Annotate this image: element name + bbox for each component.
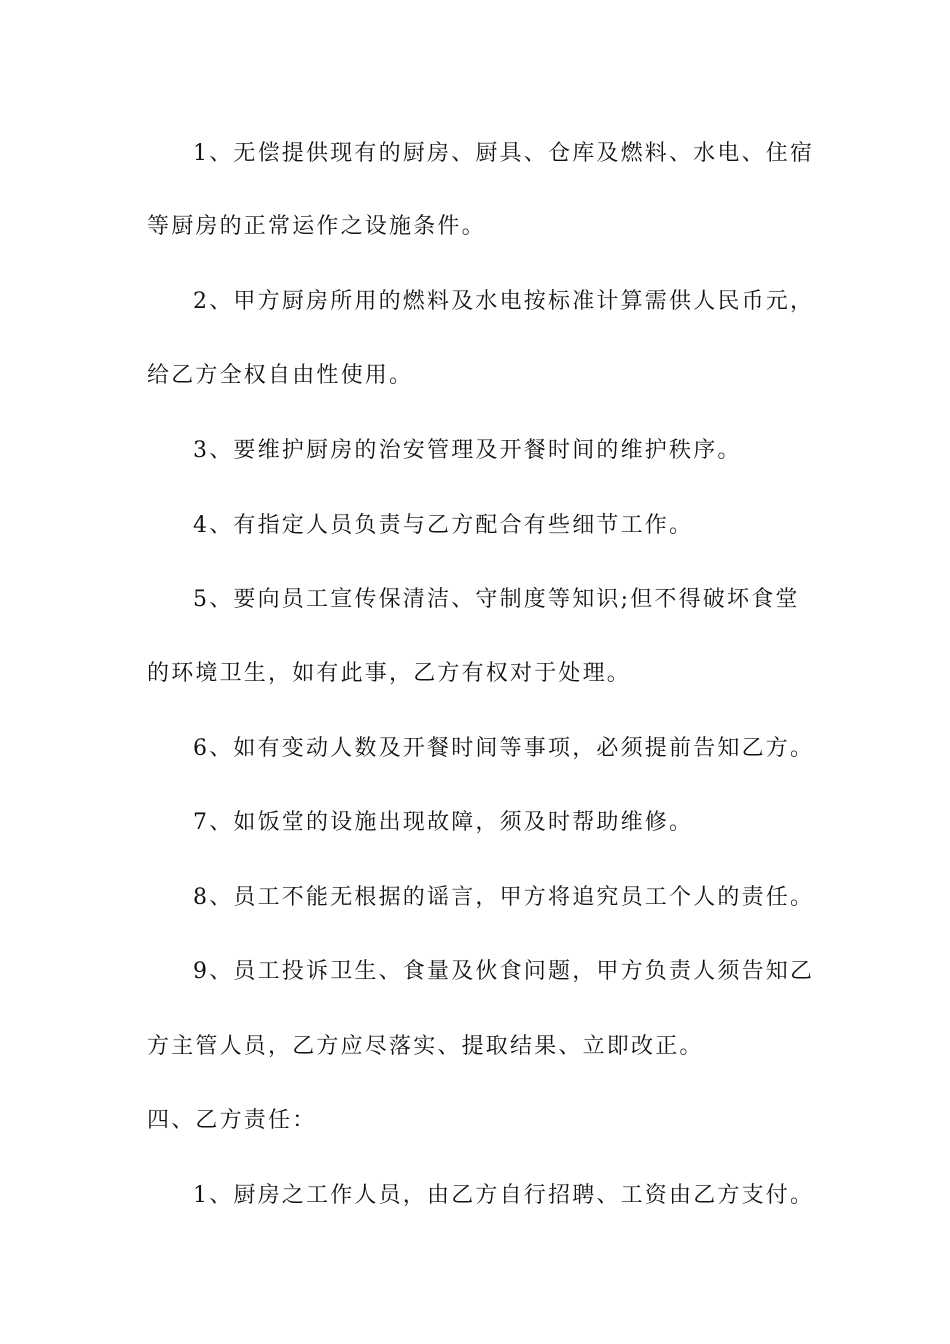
paragraph-line: 7、如饭堂的设施出现故障，须及时帮助维修。: [193, 810, 694, 835]
paragraph-line: 9、员工投诉卫生、食量及伙食问题，甲方负责人须告知乙: [193, 959, 815, 984]
paragraph-line: 1、厨房之工作人员，由乙方自行招聘、工资由乙方支付。: [193, 1183, 815, 1208]
paragraph-line: 3、要维护厨房的治安管理及开餐时间的维护秩序。: [193, 438, 742, 463]
paragraph-line: 方主管人员，乙方应尽落实、提取结果、立即改正。: [147, 1034, 704, 1059]
paragraph-line: 5、要向员工宣传保清洁、守制度等知识;但不得破坏食堂: [193, 587, 800, 612]
paragraph-line: 6、如有变动人数及开餐时间等事项，必须提前告知乙方。: [193, 736, 815, 761]
paragraph-line: 4、有指定人员负责与乙方配合有些细节工作。: [193, 513, 694, 538]
paragraph-line: 等厨房的正常运作之设施条件。: [147, 214, 486, 239]
paragraph-line: 2、甲方厨房所用的燃料及水电按标准计算需供人民币元，: [193, 289, 815, 314]
paragraph-line: 1、无偿提供现有的厨房、厨具、仓库及燃料、水电、住宿: [193, 141, 815, 166]
paragraph-line: 8、员工不能无根据的谣言，甲方将追究员工个人的责任。: [193, 885, 815, 910]
paragraph-line: 给乙方全权自由性使用。: [147, 363, 414, 388]
paragraph-line: 的环境卫生，如有此事，乙方有权对于处理。: [147, 661, 632, 686]
section-heading: 四、乙方责任：: [147, 1108, 317, 1133]
